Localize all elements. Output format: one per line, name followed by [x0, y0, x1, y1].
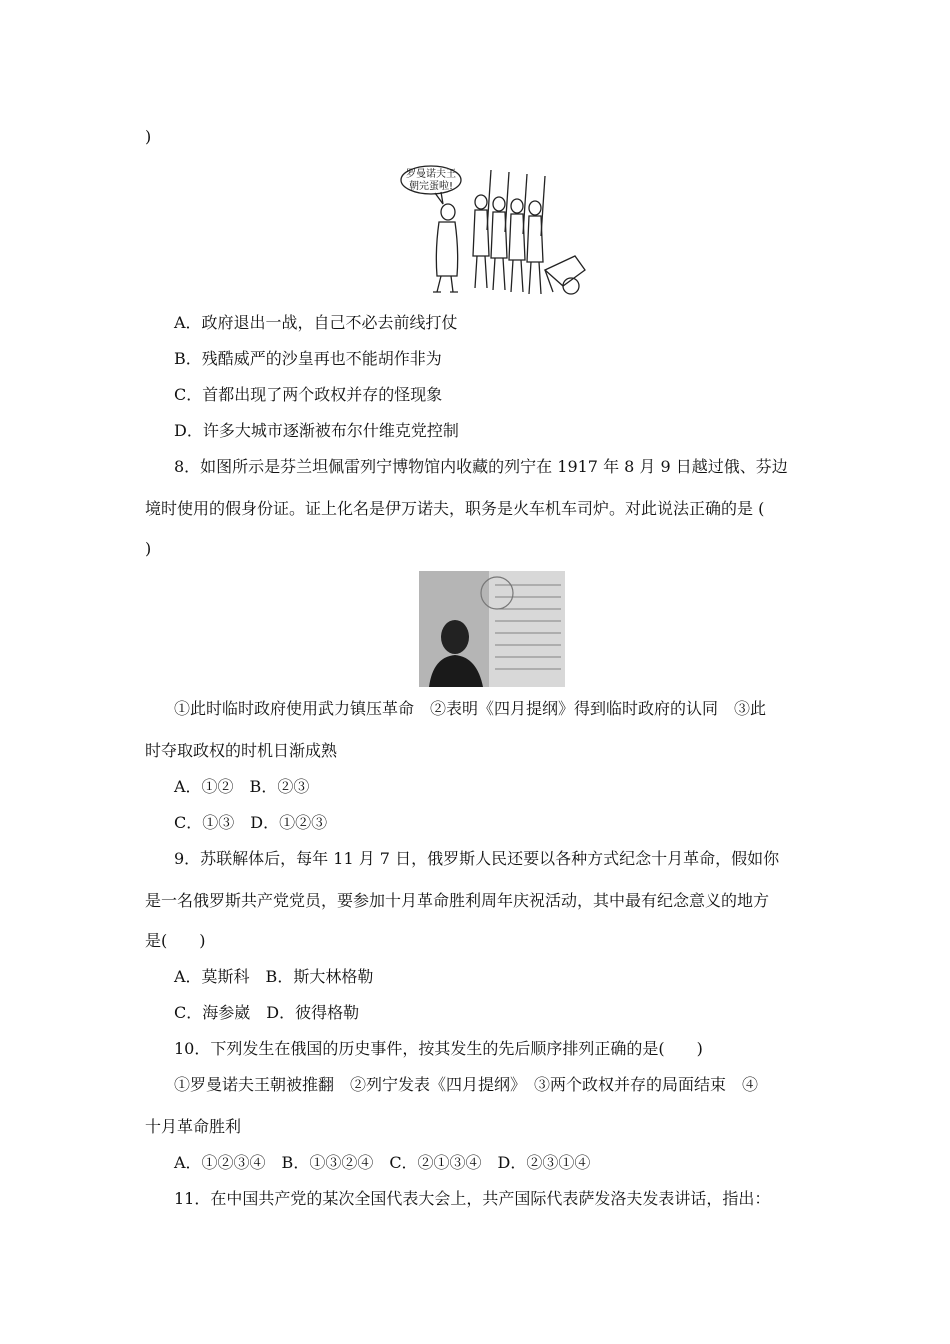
bubble-text-line1: 罗曼诺夫王	[406, 169, 456, 180]
q8-stem-line3: )	[145, 539, 152, 558]
q7-option-c: C．首都出现了两个政权并存的怪现象	[174, 385, 443, 404]
q8-options-ab: A．①② B．②③	[174, 777, 310, 796]
q7-option-b: B．残酷威严的沙皇再也不能胡作非为	[174, 349, 442, 368]
q8-options-cd: C．①③ D．①②③	[174, 813, 328, 832]
bubble-text-line2: 朝完蛋啦!	[408, 181, 454, 192]
id-card-photo	[419, 571, 565, 687]
q9-stem-line1: 9．苏联解体后，每年 11 月 7 日，俄罗斯人民还要以各种方式纪念十月革命，假如你	[174, 849, 780, 868]
q11-stem-line1: 11．在中国共产党的某次全国代表大会上，共产国际代表萨发洛夫发表讲话，指出：	[174, 1189, 771, 1208]
q8-statements-line2: 时夺取政权的时机日渐成熟	[145, 741, 338, 760]
q10-options: A．①②③④ B．①③②④ C．②①③④ D．②③①④	[174, 1153, 591, 1172]
cartoon-figure	[395, 160, 595, 300]
q10-statements-line1: ①罗曼诺夫王朝被推翻 ②列宁发表《四月提纲》 ③两个政权并存的局面结束 ④	[174, 1075, 759, 1094]
q8-stem-line2: 境时使用的假身份证。证上化名是伊万诺夫，职务是火车机车司炉。对此说法正确的是 (	[145, 499, 765, 518]
q10-stem: 10．下列发生在俄国的历史事件，按其发生的先后顺序排列正确的是( )	[174, 1039, 703, 1058]
q7-option-a: A．政府退出一战，自己不必去前线打仗	[174, 313, 458, 332]
q7-option-d: D．许多大城市逐渐被布尔什维克党控制	[174, 421, 459, 440]
text-line: )	[145, 127, 152, 146]
q8-statements-line1: ①此时临时政府使用武力镇压革命 ②表明《四月提纲》得到临时政府的认同 ③此	[174, 699, 767, 718]
q9-options-ab: A．莫斯科 B．斯大林格勒	[174, 967, 374, 986]
q9-stem-line3: 是( )	[145, 931, 206, 950]
q9-options-cd: C．海参崴 D．彼得格勒	[174, 1003, 360, 1022]
q9-stem-line2: 是一名俄罗斯共产党党员，要参加十月革命胜利周年庆祝活动，其中最有纪念意义的地方	[145, 891, 770, 910]
q8-stem-line1: 8．如图所示是芬兰坦佩雷列宁博物馆内收藏的列宁在 1917 年 8 月 9 日越过俄、芬边	[174, 457, 788, 476]
q10-statements-line2: 十月革命胜利	[145, 1117, 242, 1136]
